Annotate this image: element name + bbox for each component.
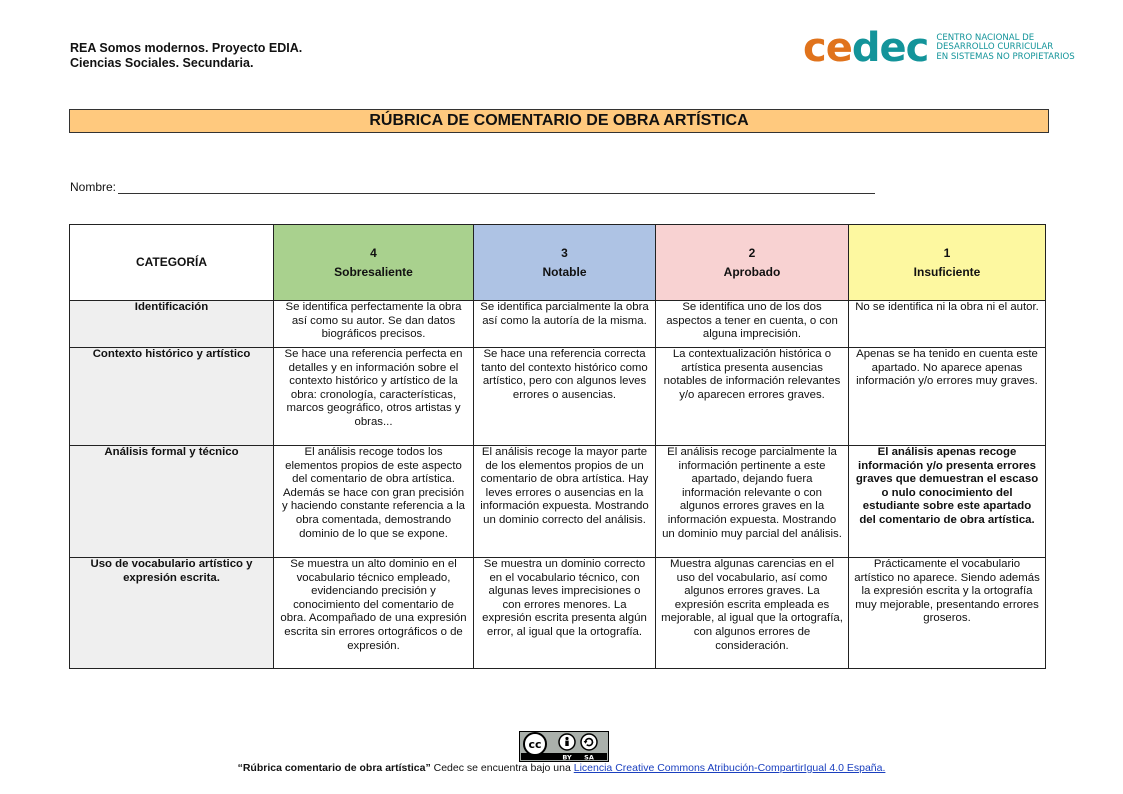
criterion-cell: Se hace una referencia perfecta en detalles y en información sobre el contexto histórico y artístico de la obra: cronología, características, marcos geográfico, otros artistas y obras... [274, 348, 474, 446]
criterion-cell: El análisis recoge todos los elementos propios de este aspecto del comentario de obra artística. Además se hace con gran precisión y haciendo constante referencia a la obra comentada, demostrando dominio de lo que se expone. [274, 446, 474, 558]
criterion-cell: La contextualización histórica o artística presenta ausencias notables de información relevantes y/o aparecen errores graves. [656, 348, 849, 446]
level-2-header [656, 225, 849, 301]
logo-dec: dec [851, 25, 929, 71]
criterion-cell: Se identifica uno de los dos aspectos a tener en cuenta, o con alguna imprecisión. [656, 301, 849, 348]
criterion-cell: Muestra algunas carencias en el uso del vocabulario, así como algunos errores graves. La expresión escrita empleada es mejorable, al igual que la ortografía, con algunos errores de consideración. [656, 558, 849, 669]
criterion-cell: El análisis recoge la mayor parte de los elementos propios de un comentario de obra artística. Hay leves errores o ausencias en la información expuesta. Mostrando un dominio correcto del análisis. [474, 446, 656, 558]
logo-sub-line-2: DESARROLLO CURRICULAR [936, 42, 1054, 53]
table-row [70, 446, 1046, 558]
logo-subtitle [936, 34, 1074, 63]
level-4-label: Sobresaliente [334, 264, 413, 279]
category-header: CATEGORÍA [70, 225, 274, 301]
level-3-label: Notable [542, 264, 587, 279]
header-line-2: Ciencias Sociales. Secundaria. [70, 56, 254, 70]
level-4-number: 4 [370, 245, 377, 260]
criterion-cell: Se hace una referencia correcta tanto del contexto histórico como artístico, pero con algunos leves errores o ausencias. [474, 348, 656, 446]
rubric-table [69, 224, 1046, 669]
criterion-cell: Se identifica perfectamente la obra así como su autor. Se dan datos biográficos precisos. [274, 301, 474, 348]
badge-by-text: BY [562, 753, 572, 762]
sa-share-icon [581, 734, 597, 750]
level-2-number: 2 [748, 245, 756, 260]
table-row [70, 558, 1046, 669]
level-2-label: Aprobado [723, 264, 781, 279]
level-1-label: Insuficiente [913, 264, 981, 279]
footer-quote-title: “Rúbrica comentario de obra artística” [237, 762, 431, 774]
criterion-cell: Se muestra un alto dominio en el vocabulario técnico empleado, evidenciando precisión y conocimiento del comentario de obra. Acompañado de una expresión escrita sin errores ortográficos o de expresión. [274, 558, 474, 669]
logo-sub-line-3: EN SISTEMAS NO PROPIETARIOS [936, 51, 1075, 62]
cc-by-sa-badge[interactable] [519, 731, 609, 762]
logo-sub-line-1: CENTRO NACIONAL DE [936, 32, 1035, 43]
page-title: RÚBRICA DE COMENTARIO DE OBRA ARTÍSTICA [69, 109, 1049, 133]
category-contexto: Contexto histórico y artístico [70, 348, 274, 446]
level-4-header [274, 225, 474, 301]
table-row [70, 348, 1046, 446]
license-footer [0, 762, 1123, 774]
logo-ce: ce [803, 25, 852, 71]
table-row [70, 301, 1046, 348]
criterion-cell: Se muestra un dominio correcto en el vocabulario técnico, con algunas leves imprecisiones o con errores menores. La expresión escrita presenta algún error, al igual que la ortografía. [474, 558, 656, 669]
document-header [70, 41, 302, 71]
category-analisis: Análisis formal y técnico [70, 446, 274, 558]
level-1-number: 1 [943, 245, 951, 260]
header-line-1: REA Somos modernos. Proyecto EDIA. [70, 41, 303, 55]
cedec-logo [803, 25, 1075, 71]
svg-text:cc: cc [528, 738, 542, 751]
name-label: Nombre: [70, 180, 117, 194]
category-identificacion: Identificación [70, 301, 274, 348]
criterion-cell: No se identifica ni la obra ni el autor. [849, 301, 1046, 348]
category-vocabulario: Uso de vocabulario artístico y expresión escrita. [70, 558, 274, 669]
criterion-cell: El análisis recoge parcialmente la información pertinente a este apartado, dejando fuera información relevante o con algunos errores graves en la información expuesta. Mostrando un dominio muy parcial del análisis. [656, 446, 849, 558]
level-3-number: 3 [561, 245, 568, 260]
level-1-header [849, 225, 1046, 301]
header-row [70, 225, 1046, 301]
criterion-cell: El análisis apenas recoge información y/o presenta errores graves que demuestran el escaso o nulo conocimiento del estudiante sobre este apartado del comentario de obra artística. [849, 446, 1046, 558]
footer-middle-text: Cedec se encuentra bajo una [430, 762, 574, 774]
name-blank-line[interactable] [118, 181, 875, 194]
criterion-cell: Se identifica parcialmente la obra así como la autoría de la misma. [474, 301, 656, 348]
criterion-cell: Apenas se ha tenido en cuenta este apartado. No aparece apenas información y/o errores muy graves. [849, 348, 1046, 446]
logo-wordmark [803, 25, 929, 71]
level-3-header [474, 225, 656, 301]
license-link[interactable]: Licencia Creative Commons Atribución-CompartirIgual 4.0 España. [573, 762, 886, 774]
criterion-cell: Prácticamente el vocabulario artístico no aparece. Siendo además la expresión escrita y la ortografía muy mejorable, presentando errores groseros. [849, 558, 1046, 669]
badge-sa-text: SA [584, 753, 594, 762]
name-field [70, 180, 875, 194]
